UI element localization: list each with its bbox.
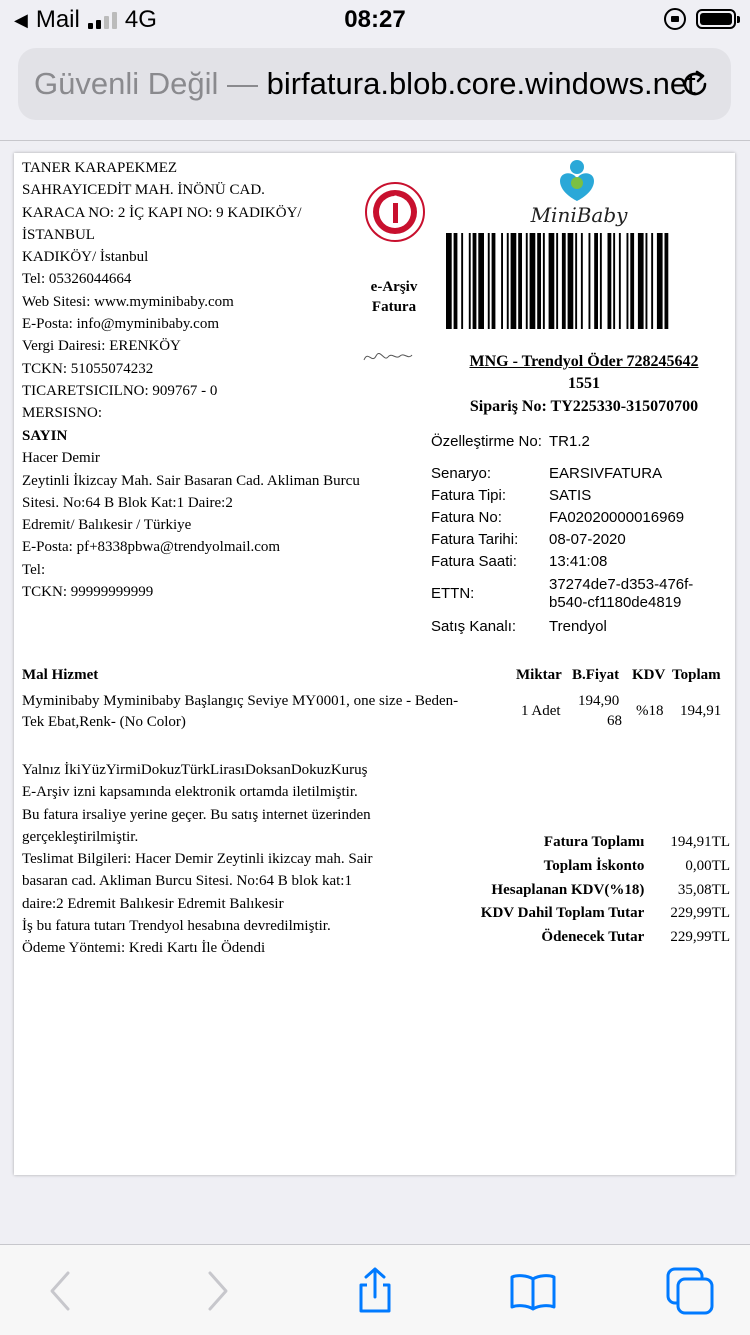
barcode-bar [473, 233, 477, 329]
barcode-bar [526, 233, 528, 329]
bookmarks-icon[interactable] [509, 1267, 557, 1315]
barcode-bar [562, 233, 566, 329]
total-row [434, 926, 730, 950]
note-line: daire:2 Edremit Balıkesir Edremit Balıkesir [22, 895, 284, 912]
meta-value: EARSIVFATURA [549, 465, 663, 482]
total-value: 0,00TL [685, 857, 730, 874]
barcode-bar [478, 233, 484, 329]
invoice-document [14, 153, 735, 1175]
item-vat: %18 [636, 703, 664, 719]
back-app-label: Mail [35, 6, 80, 33]
barcode-bar [446, 233, 452, 329]
buyer-block [22, 425, 422, 603]
meta-value: SATIS [549, 487, 592, 504]
item-quantity: 1 Adet [521, 703, 561, 719]
barcode-bar [619, 233, 621, 329]
item-unit-price-cont: 68 [607, 713, 622, 729]
seller-line: SAHRAYICEDİT MAH. İNÖNÜ CAD. [22, 182, 265, 199]
total-value: 229,99TL [670, 929, 730, 946]
total-row [434, 831, 730, 855]
seller-line: Web Sitesi: www.myminibaby.com [22, 293, 234, 310]
seller-line: Vergi Dairesi: ERENKÖY [22, 338, 181, 355]
totals-table [434, 831, 730, 950]
order-number: Sipariş No: TY225330-315070700 [469, 398, 699, 415]
tabs-icon[interactable] [666, 1267, 714, 1315]
meta-row [431, 463, 731, 485]
meta-label: Özelleştirme No: [431, 433, 542, 450]
barcode-bar [511, 233, 517, 329]
seller-block [22, 157, 352, 425]
meta-value: 08-07-2020 [549, 531, 626, 548]
seller-line: MERSISNO: [22, 405, 103, 422]
barcode-bar [651, 233, 653, 329]
meta-label: Fatura Tarihi: [431, 531, 519, 548]
total-row [434, 855, 730, 879]
meta-row [431, 529, 731, 551]
meta-label: Fatura Tipi: [431, 487, 507, 504]
buyer-line: Edremit/ Balıkesir / Türkiye [22, 517, 192, 534]
seller-line: TANER KARAPEKMEZ [22, 160, 178, 176]
address-bar[interactable] [18, 48, 731, 120]
buyer-line: Tel: [22, 561, 46, 578]
url-text[interactable] [34, 66, 696, 102]
barcode-bar [543, 233, 545, 329]
battery-icon [696, 9, 736, 29]
meta-value: 13:41:08 [549, 553, 608, 570]
meta-value: 37274de7-d353-476f-b540-cf1180de4819 [549, 576, 694, 611]
invoice-notes [22, 759, 442, 960]
brand-logo-text: MiniBaby [530, 203, 628, 227]
barcode-bar [537, 233, 541, 329]
buyer-line: Sitesi. No:64 B Blok Kat:1 Daire:2 [22, 494, 233, 511]
barcode-bar [575, 233, 577, 329]
note-line: basaran cad. Akliman Burcu Sitesi. No:64 B blok kat:1 [22, 873, 352, 890]
barcode-bar [665, 233, 669, 329]
barcode [446, 233, 710, 329]
barcode-bar [549, 233, 555, 329]
total-label: KDV Dahil Toplam Tutar [480, 905, 645, 922]
network-label: 4G [124, 6, 157, 33]
meta-value: Trendyol [549, 618, 607, 635]
share-icon[interactable] [351, 1267, 399, 1315]
header-unit-price: B.Fiyat [572, 667, 620, 683]
gib-seal-icon [364, 181, 426, 243]
back-icon[interactable] [38, 1267, 86, 1315]
note-line: E-Arşiv izni kapsamında elektronik ortamda iletilmiştir. [22, 784, 358, 801]
note-line: Yalnız İkiYüzYirmiDokuzTürkLirasıDoksanDokuzKuruş [22, 762, 368, 778]
seller-line: KADIKÖY/ İstanbul [22, 249, 149, 266]
total-label: Hesaplanan KDV(%18) [491, 881, 645, 898]
url-domain: birfatura.blob.core.windows.net [266, 66, 696, 101]
total-label: Fatura Toplamı [543, 834, 645, 850]
seller-line: İSTANBUL [22, 226, 95, 243]
seller-line: KARACA NO: 2 İÇ KAPI NO: 9 KADIKÖY/ [22, 204, 302, 221]
buyer-line: TCKN: 99999999999 [22, 584, 154, 601]
total-value: 194,91TL [670, 834, 730, 850]
total-value: 35,08TL [677, 881, 730, 898]
barcode-bar [530, 233, 536, 329]
barcode-bar [581, 233, 583, 329]
barcode-bar [630, 233, 634, 329]
meta-row [431, 485, 731, 507]
status-bar [0, 0, 750, 40]
barcode-bar [594, 233, 598, 329]
meta-label: Senaryo: [431, 465, 492, 482]
barcode-bar [501, 233, 503, 329]
buyer-line: Hacer Demir [22, 450, 100, 467]
seller-line: Tel: 05326044664 [22, 271, 132, 288]
header-vat: KDV [632, 667, 666, 683]
note-line: İş bu fatura tutarı Trendyol hesabına devredilmiştir. [22, 918, 331, 935]
barcode-bar [469, 233, 471, 329]
orientation-lock-icon [664, 8, 686, 30]
barcode-bar [589, 233, 591, 329]
barcode-bar [627, 233, 629, 329]
note-line: Bu fatura irsaliye yerine geçer. Bu satış internet üzerinden [22, 806, 371, 823]
cargo-info: MNG - Trendyol Öder 728245642 1551 [469, 353, 699, 392]
item-description: Myminibaby Myminibaby Başlangıç Seviye MY0001, one size - Beden- Tek Ebat,Renk- (No Color) [22, 693, 459, 730]
total-label: Toplam İskonto [543, 857, 645, 874]
meta-row [431, 615, 731, 639]
barcode-bar [454, 233, 458, 329]
barcode-bar [518, 233, 522, 329]
barcode-bar [657, 233, 663, 329]
meta-label: Fatura Saati: [431, 553, 517, 570]
barcode-bar [613, 233, 615, 329]
barcode-bar [488, 233, 490, 329]
seller-line: TICARETSICILNO: 909767 - 0 [22, 382, 218, 399]
meta-row [431, 507, 731, 529]
barcode-bar [492, 233, 496, 329]
meta-label: Satış Kanalı: [431, 618, 517, 635]
barcode-bar [600, 233, 602, 329]
meta-value: TR1.2 [549, 433, 590, 450]
buyer-heading: SAYIN [22, 428, 68, 444]
earsiv-label: e-Arşiv Fatura [370, 279, 418, 315]
barcode-bar [608, 233, 612, 329]
back-triangle-icon: ◀ [14, 9, 28, 30]
total-row [434, 902, 730, 926]
header-total: Toplam [672, 667, 721, 683]
meta-row [431, 421, 731, 463]
buyer-line: Zeytinli İkizcay Mah. Sair Basaran Cad. Akliman Burcu [22, 472, 360, 489]
forward-icon[interactable] [192, 1267, 240, 1315]
seller-line: E-Posta: info@myminibaby.com [22, 316, 219, 333]
barcode-bar [556, 233, 558, 329]
header-quantity: Miktar [516, 667, 562, 683]
barcode-bar [507, 233, 509, 329]
total-value: 229,99TL [670, 905, 730, 922]
reload-icon[interactable] [679, 68, 711, 100]
invoice-meta-table [431, 421, 731, 639]
header-divider [0, 140, 750, 141]
meta-value: FA02020000016969 [549, 509, 685, 526]
barcode-bar [646, 233, 648, 329]
barcode-bar [568, 233, 574, 329]
security-label: Güvenli Değil — [34, 66, 258, 101]
total-label: Ödenecek Tutar [541, 929, 645, 946]
item-total: 194,91 [680, 703, 722, 719]
header-description: Mal Hizmet [22, 667, 99, 683]
buyer-line: E-Posta: pf+8338pbwa@trendyolmail.com [22, 539, 281, 556]
meta-label: ETTN: [431, 585, 475, 602]
seller-line: TCKN: 51055074232 [22, 360, 154, 377]
meta-label: Fatura No: [431, 509, 502, 526]
meta-row [431, 551, 731, 573]
note-line: gerçekleştirilmiştir. [22, 828, 139, 845]
item-unit-price: 194,90 [578, 693, 620, 709]
signature-image [362, 348, 414, 366]
clock: 08:27 [344, 6, 406, 33]
meta-row [431, 573, 731, 615]
bottom-toolbar [0, 1244, 750, 1335]
total-row [434, 879, 730, 903]
barcode-bar [638, 233, 644, 329]
note-line: Teslimat Bilgileri: Hacer Demir Zeytinli ikizcay mah. Sair [22, 851, 373, 868]
note-line: Ödeme Yöntemi: Kredi Kartı İle Ödendi [22, 940, 266, 957]
barcode-bar [461, 233, 463, 329]
